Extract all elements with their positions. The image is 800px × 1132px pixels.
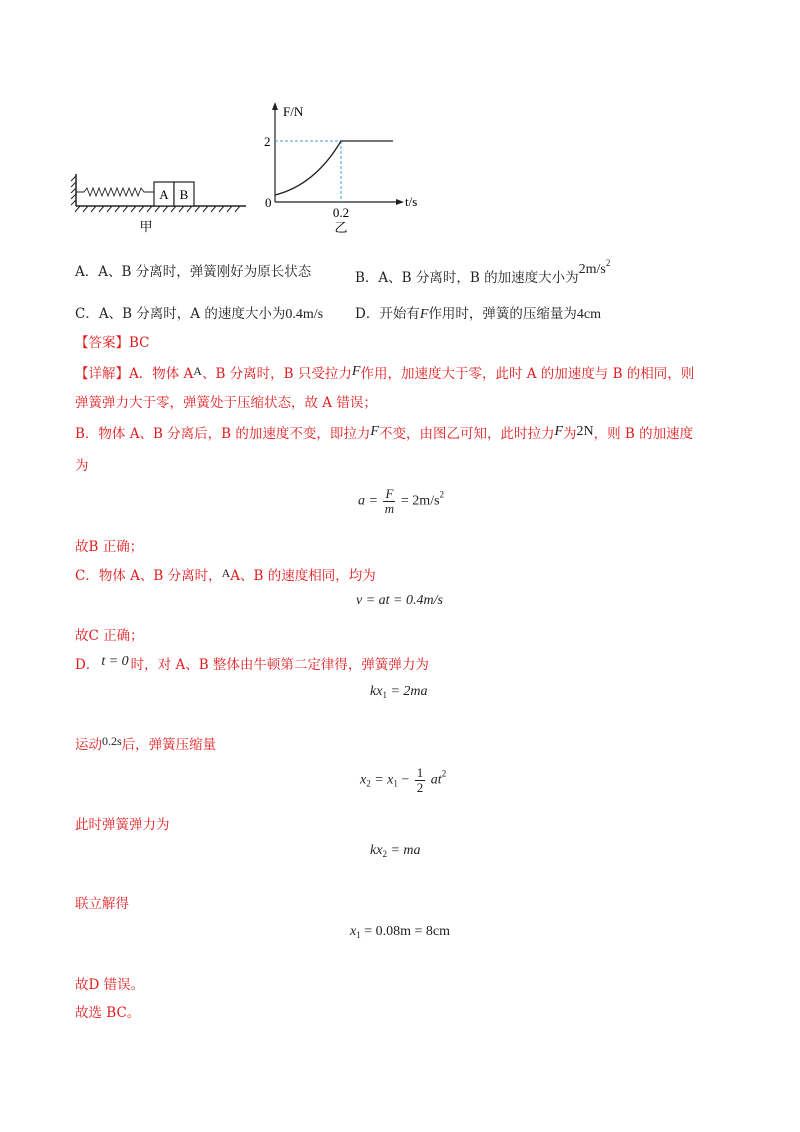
equation-5 — [370, 843, 421, 859]
eq1-den: m — [384, 501, 395, 516]
eq3-sub: 1 — [382, 690, 387, 700]
eq1-rhs: = 2m/s — [400, 493, 440, 509]
detail-b-text2: 不变，由图乙可知，此时拉力 — [378, 426, 555, 442]
option-a: A．A、B 分离时，弹簧刚好为原长状态 — [75, 264, 312, 280]
equation-1 — [358, 487, 444, 516]
option-c-value: 0.4m/s — [285, 307, 324, 322]
y-tick-2: 2 — [264, 134, 271, 149]
detail-b-F: F — [370, 424, 379, 439]
detail-b-value: 2N — [576, 424, 594, 439]
eq1-lhs: a = — [358, 493, 378, 509]
option-c-text: C．A、B 分离时，A 的速度大小为 — [75, 306, 286, 322]
eq3-rhs: = 2ma — [390, 684, 428, 699]
detail-c-text2: A、B 的速度相同，均为 — [230, 568, 376, 584]
eq4-exp: 2 — [441, 768, 447, 779]
eq2: v = at = 0.4m/s — [356, 593, 443, 608]
option-c — [75, 304, 323, 325]
detail-a-text2: 、B 分离时，B 只受拉力 — [201, 366, 352, 382]
eq4-x2: x — [360, 772, 367, 788]
detail-d-text3: 运动 — [75, 737, 102, 753]
option-d — [355, 304, 601, 325]
origin-label: 0 — [265, 195, 272, 210]
detail-d-line — [75, 655, 429, 676]
option-b-exp: 2 — [605, 258, 611, 268]
detail-a-text1: 【详解】A．物体 A — [75, 366, 194, 382]
detail-d-text4: 后，弹簧压缩量 — [121, 737, 217, 753]
equation-3 — [370, 684, 428, 700]
option-d-F: F — [419, 307, 429, 322]
block-a-label: A — [159, 187, 169, 202]
eq4-den: 2 — [416, 780, 424, 795]
detail-b-text4: ，则 B 的加速度 — [593, 426, 694, 442]
eq6-x: x — [350, 924, 357, 939]
option-b-value — [578, 258, 611, 277]
detail-c-line — [75, 566, 376, 586]
eq6-sub: 1 — [356, 930, 361, 940]
option-d-text1: D．开始有 — [355, 306, 420, 322]
figure-jia-caption: 甲 — [139, 220, 153, 235]
eq5-rhs: = ma — [390, 843, 421, 858]
figure-jia — [70, 168, 250, 238]
detail-b-end: 故B 正确； — [75, 539, 144, 555]
eq1-fraction — [383, 487, 395, 516]
option-d-value: 4cm — [576, 307, 601, 322]
option-b-text: B．A、B 分离时，B 的加速度大小为 — [355, 270, 579, 286]
eq6-rhs: = 0.08m = 8cm — [364, 924, 451, 939]
equation-4 — [360, 766, 446, 795]
eq4-num: 1 — [416, 765, 424, 780]
detail-c-end: 故C 正确； — [75, 628, 144, 644]
detail-a-F: F — [351, 364, 361, 379]
option-d-text2: 作用时，弹簧的压缩量为 — [428, 306, 577, 322]
detail-d-text2: 时，对 A、B 整体由牛顿第二定律得，弹簧弹力为 — [130, 657, 429, 673]
figure-yi-caption: 乙 — [334, 221, 348, 235]
detail-d-t0: t = 0 — [101, 654, 129, 669]
final-answer: 故选 BC。 — [75, 1005, 141, 1021]
block-b-label: B — [179, 187, 189, 202]
detail-d-motion — [75, 735, 216, 755]
detail-d-solve: 联立解得 — [75, 896, 129, 912]
option-b-unit: 2m/s — [578, 262, 606, 277]
x-tick-0.2: 0.2 — [332, 205, 350, 220]
f-t-curve — [275, 141, 393, 195]
eq4-eq: = x — [374, 772, 394, 788]
figure-yi — [255, 100, 430, 235]
detail-b-line2: 为 — [75, 458, 89, 474]
x-axis-label: t/s — [405, 194, 418, 209]
eq3-k: kx — [370, 684, 383, 699]
detail-b-line1 — [75, 424, 693, 445]
eq4-fraction — [415, 766, 426, 795]
detail-b-F2: F — [554, 424, 564, 439]
detail-c-text1: C．物体 A、B 分离时， — [75, 568, 222, 584]
detail-a-line2: 弹簧弹力大于零，弹簧处于压缩状态，故 A 错误； — [75, 395, 377, 411]
detail-d-end: 故D 错误。 — [75, 977, 145, 993]
spring — [76, 188, 154, 196]
eq1-num: F — [385, 486, 394, 501]
equation-2 — [356, 593, 443, 609]
detail-d-force: 此时弹簧弹力为 — [75, 817, 170, 833]
eq4-minus: − — [401, 772, 410, 788]
detail-b-text3: 为 — [563, 426, 577, 442]
detail-d-text1: D． — [75, 657, 100, 673]
detail-a-sym: A — [193, 364, 202, 378]
detail-a-line1 — [75, 364, 694, 385]
eq5-k: kx — [370, 843, 383, 858]
eq1-exp: 2 — [439, 489, 445, 500]
detail-d-time: 0.2s — [102, 734, 122, 748]
detail-c-sym: A — [221, 566, 231, 580]
equation-6 — [350, 924, 450, 940]
eq4-sub2: 2 — [366, 778, 371, 789]
eq4-at: at — [430, 772, 442, 788]
answer: 【答案】BC — [75, 335, 150, 351]
eq4-sub1: 1 — [393, 778, 398, 789]
detail-a-text3: 作用，加速度大于零，此时 A 的加速度与 B 的相同，则 — [360, 366, 695, 382]
eq5-sub: 2 — [382, 849, 387, 859]
option-b — [355, 258, 611, 289]
detail-b-text1: B．物体 A、B 分离后，B 的加速度不变，即拉力 — [75, 426, 371, 442]
y-axis-label: F/N — [283, 104, 304, 119]
